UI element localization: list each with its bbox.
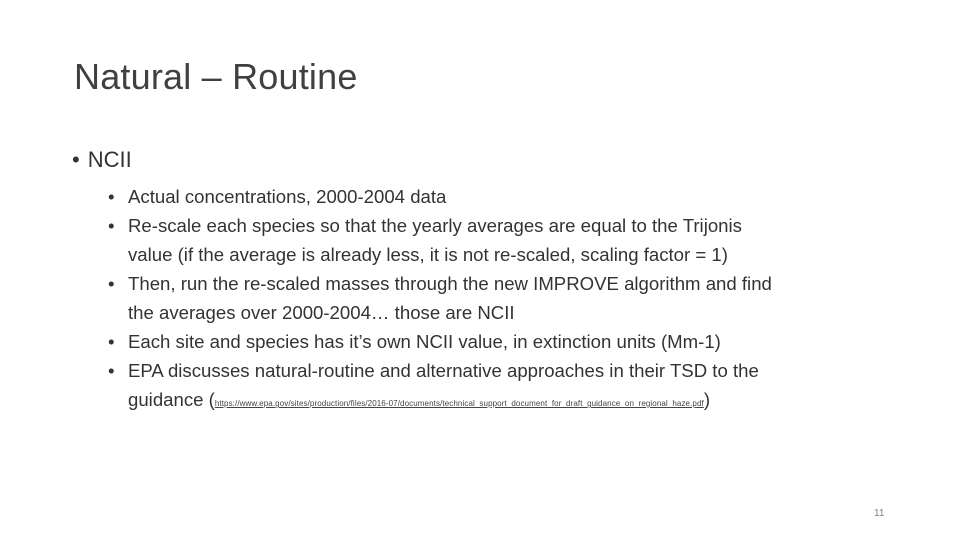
bullet-marker: • [108,331,115,352]
sub-bullet-line: Each site and species has it’s own NCII value, in extinction units (Mm-1) [128,331,721,352]
sub-bullet-line: EPA discusses natural-routine and alternative approaches in their TSD to the [128,360,759,381]
sub-bullet-line: value (if the average is already less, it is not re-scaled, scaling factor = 1) [128,244,728,265]
guidance-suffix: ) [703,389,711,410]
sub-bullet-item [108,327,908,356]
sub-bullet-line: Actual concentrations, 2000-2004 data [128,186,447,207]
slide-title: Natural – Routine [74,56,358,97]
bullet-level1-text: NCII [87,147,132,172]
sub-bullet-line: Then, run the re-scaled masses through the new IMPROVE algorithm and find [128,273,772,294]
sub-bullet-item [108,356,908,418]
bullet-marker: • [108,360,115,381]
sub-bullet-line: the averages over 2000-2004… those are NCII [128,302,515,323]
sub-bullet-line: Re-scale each species so that the yearly averages are equal to the Trijonis [128,215,742,236]
sub-bullet-item [108,211,908,269]
sub-bullet-line-with-link [128,385,908,418]
bullet-marker: • [72,147,80,172]
tsd-document-link[interactable]: https://www.epa.gov/sites/production/files/2016-07/documents/technical_support_document_for_draft_guidance_on_regional_haze.pdf [214,399,704,408]
sub-bullet-item [108,269,908,327]
sub-bullet-item [108,182,908,211]
bullet-marker: • [108,186,115,207]
bullet-marker: • [108,215,115,236]
bullet-level1 [72,147,132,173]
sub-bullet-list [108,182,908,418]
bullet-marker: • [108,273,115,294]
page-number: 11 [874,508,885,519]
guidance-prefix: guidance ( [128,389,215,410]
